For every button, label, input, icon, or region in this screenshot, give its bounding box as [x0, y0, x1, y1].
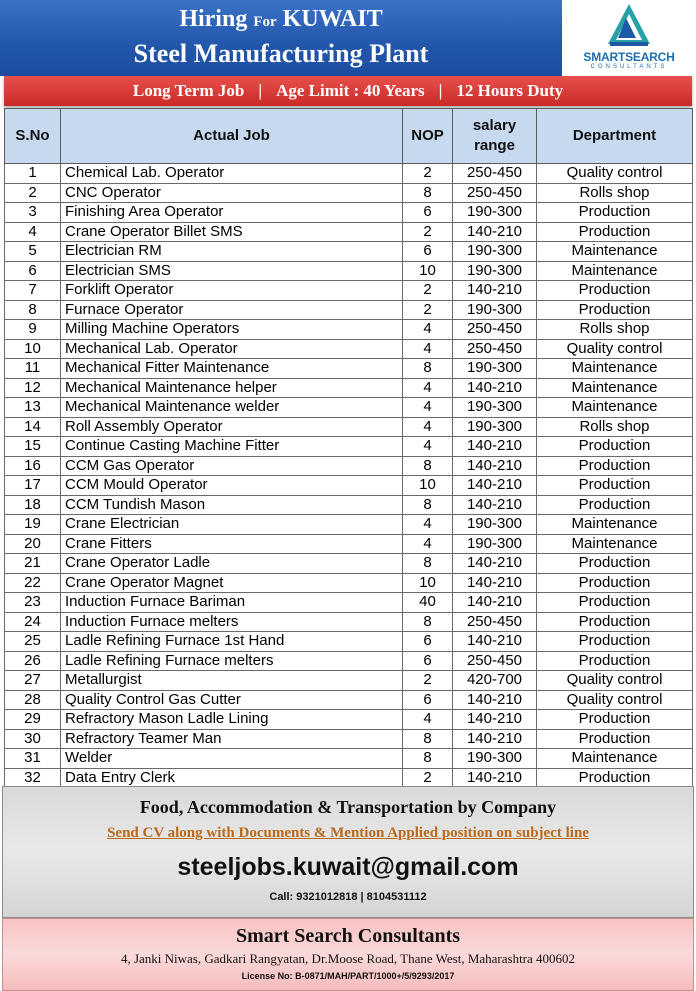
cell-sno: 25	[5, 632, 61, 652]
cell-nop: 8	[403, 359, 453, 379]
cell-job: Chemical Lab. Operator	[61, 164, 403, 184]
cell-salary: 250-450	[453, 339, 537, 359]
table-row	[5, 398, 693, 418]
cell-department: Production	[537, 651, 693, 671]
table-row	[5, 690, 693, 710]
cell-salary: 250-450	[453, 651, 537, 671]
col-header-sno: S.No	[5, 109, 61, 164]
cell-salary: 250-450	[453, 164, 537, 184]
cell-department: Maintenance	[537, 749, 693, 769]
cell-salary: 140-210	[453, 593, 537, 613]
cell-sno: 7	[5, 281, 61, 301]
table-row	[5, 222, 693, 242]
cell-nop: 4	[403, 398, 453, 418]
cell-nop: 4	[403, 515, 453, 535]
cell-department: Rolls shop	[537, 183, 693, 203]
cell-job: Metallurgist	[61, 671, 403, 691]
cell-sno: 1	[5, 164, 61, 184]
table-row	[5, 339, 693, 359]
table-row	[5, 768, 693, 788]
cell-department: Maintenance	[537, 359, 693, 379]
cell-nop: 2	[403, 768, 453, 788]
contact-email[interactable]: steeljobs.kuwait@gmail.com	[177, 853, 519, 881]
cell-department: Maintenance	[537, 515, 693, 535]
cell-job: CCM Gas Operator	[61, 456, 403, 476]
cell-salary: 140-210	[453, 222, 537, 242]
cell-salary: 190-300	[453, 749, 537, 769]
cell-nop: 4	[403, 320, 453, 340]
job-terms-strip	[4, 76, 692, 106]
company-address: 4, Janki Niwas, Gadkari Rangyatan, Dr.Moose Road, Thane West, Maharashtra 400602	[120, 951, 576, 966]
table-row	[5, 417, 693, 437]
cell-nop: 4	[403, 534, 453, 554]
cell-sno: 18	[5, 495, 61, 515]
license-number: License No: B-0871/MAH/PART/1000+/5/9293/2017	[241, 971, 455, 981]
table-row	[5, 632, 693, 652]
cell-department: Production	[537, 203, 693, 223]
cell-department: Production	[537, 768, 693, 788]
cell-job: Data Entry Clerk	[61, 768, 403, 788]
cell-department: Maintenance	[537, 378, 693, 398]
cell-job: Refractory Mason Ladle Lining	[61, 710, 403, 730]
cell-department: Quality control	[537, 339, 693, 359]
cell-nop: 40	[403, 593, 453, 613]
cell-department: Maintenance	[537, 534, 693, 554]
col-header-nop: NOP	[403, 109, 453, 164]
cell-job: Crane Operator Billet SMS	[61, 222, 403, 242]
cell-department: Production	[537, 437, 693, 457]
cell-job: Roll Assembly Operator	[61, 417, 403, 437]
cell-nop: 4	[403, 378, 453, 398]
cell-nop: 8	[403, 495, 453, 515]
cell-salary: 190-300	[453, 359, 537, 379]
cell-job: Electrician RM	[61, 242, 403, 262]
cell-job: Mechanical Maintenance helper	[61, 378, 403, 398]
cell-job: Crane Operator Magnet	[61, 573, 403, 593]
cell-department: Maintenance	[537, 398, 693, 418]
cell-job: CCM Tundish Mason	[61, 495, 403, 515]
company-name: Smart Search Consultants	[235, 925, 461, 947]
table-row	[5, 437, 693, 457]
cell-department: Production	[537, 632, 693, 652]
cell-sno: 24	[5, 612, 61, 632]
cell-job: Crane Operator Ladle	[61, 554, 403, 574]
cell-department: Quality control	[537, 671, 693, 691]
cell-salary: 140-210	[453, 495, 537, 515]
table-row	[5, 749, 693, 769]
cell-nop: 10	[403, 573, 453, 593]
cell-salary: 190-300	[453, 417, 537, 437]
header-subtitle: Steel Manufacturing Plant	[133, 39, 429, 68]
cell-job: Mechanical Fitter Maintenance	[61, 359, 403, 379]
table-body	[5, 164, 693, 788]
term-duty-hours: 12 Hours Duty	[456, 81, 564, 100]
cell-nop: 8	[403, 749, 453, 769]
cell-department: Production	[537, 554, 693, 574]
cell-nop: 6	[403, 690, 453, 710]
cell-job: Forklift Operator	[61, 281, 403, 301]
cell-salary: 420-700	[453, 671, 537, 691]
table-row	[5, 671, 693, 691]
cell-salary: 140-210	[453, 768, 537, 788]
cell-nop: 8	[403, 612, 453, 632]
table-row	[5, 534, 693, 554]
cell-department: Production	[537, 476, 693, 496]
cell-department: Production	[537, 593, 693, 613]
cell-job: Milling Machine Operators	[61, 320, 403, 340]
cell-department: Production	[537, 729, 693, 749]
cell-sno: 6	[5, 261, 61, 281]
cell-nop: 6	[403, 651, 453, 671]
cell-department: Rolls shop	[537, 320, 693, 340]
cell-job: Furnace Operator	[61, 300, 403, 320]
col-header-salary: salary range	[453, 109, 537, 164]
cell-salary: 140-210	[453, 690, 537, 710]
cell-salary: 190-300	[453, 203, 537, 223]
cell-job: Ladle Refining Furnace melters	[61, 651, 403, 671]
cell-sno: 26	[5, 651, 61, 671]
cell-sno: 32	[5, 768, 61, 788]
cell-salary: 140-210	[453, 729, 537, 749]
cell-sno: 29	[5, 710, 61, 730]
cell-sno: 23	[5, 593, 61, 613]
cell-salary: 140-210	[453, 632, 537, 652]
send-cv-instruction: Send CV along with Documents & Mention Applied position on subject line	[107, 825, 589, 841]
cell-department: Quality control	[537, 690, 693, 710]
term-separator: |	[258, 81, 263, 100]
cell-sno: 21	[5, 554, 61, 574]
cell-nop: 8	[403, 554, 453, 574]
cell-job: CCM Mould Operator	[61, 476, 403, 496]
cell-sno: 16	[5, 456, 61, 476]
contact-section	[2, 786, 694, 918]
table-row	[5, 281, 693, 301]
cell-sno: 10	[5, 339, 61, 359]
cell-job: Crane Fitters	[61, 534, 403, 554]
cell-nop: 2	[403, 671, 453, 691]
cell-sno: 2	[5, 183, 61, 203]
cell-department: Production	[537, 710, 693, 730]
cell-department: Production	[537, 281, 693, 301]
cell-job: Mechanical Maintenance welder	[61, 398, 403, 418]
table-row	[5, 729, 693, 749]
cell-sno: 11	[5, 359, 61, 379]
table-row	[5, 515, 693, 535]
table-row	[5, 612, 693, 632]
cell-salary: 250-450	[453, 320, 537, 340]
cell-department: Quality control	[537, 164, 693, 184]
cell-sno: 8	[5, 300, 61, 320]
cell-salary: 140-210	[453, 710, 537, 730]
table-row	[5, 651, 693, 671]
table-row	[5, 203, 693, 223]
cell-salary: 140-210	[453, 437, 537, 457]
cell-department: Production	[537, 456, 693, 476]
table-row	[5, 242, 693, 262]
cell-sno: 5	[5, 242, 61, 262]
table-row	[5, 710, 693, 730]
cell-nop: 8	[403, 729, 453, 749]
term-age-limit: Age Limit : 40 Years	[276, 81, 425, 100]
cell-sno: 14	[5, 417, 61, 437]
jobs-table	[4, 108, 693, 788]
cell-nop: 6	[403, 632, 453, 652]
cell-job: CNC Operator	[61, 183, 403, 203]
company-logo	[562, 0, 696, 76]
term-separator: |	[438, 81, 443, 100]
cell-job: Welder	[61, 749, 403, 769]
header-banner	[0, 0, 562, 76]
cell-sno: 15	[5, 437, 61, 457]
cell-salary: 190-300	[453, 534, 537, 554]
cell-sno: 22	[5, 573, 61, 593]
cell-nop: 10	[403, 261, 453, 281]
cell-job: Quality Control Gas Cutter	[61, 690, 403, 710]
cell-salary: 190-300	[453, 242, 537, 262]
cell-salary: 190-300	[453, 515, 537, 535]
cell-nop: 2	[403, 222, 453, 242]
header-for: For	[253, 14, 277, 30]
cell-sno: 17	[5, 476, 61, 496]
company-info-section	[2, 918, 694, 991]
cell-department: Production	[537, 612, 693, 632]
cell-department: Production	[537, 300, 693, 320]
cell-salary: 250-450	[453, 612, 537, 632]
cell-nop: 4	[403, 437, 453, 457]
logo-tagline: CONSULTANTS	[590, 64, 668, 70]
cell-job: Electrician SMS	[61, 261, 403, 281]
table-row	[5, 300, 693, 320]
cell-nop: 6	[403, 203, 453, 223]
cell-job: Finishing Area Operator	[61, 203, 403, 223]
cell-nop: 4	[403, 710, 453, 730]
cell-sno: 4	[5, 222, 61, 242]
table-row	[5, 183, 693, 203]
cell-job: Induction Furnace melters	[61, 612, 403, 632]
cell-sno: 31	[5, 749, 61, 769]
cell-department: Rolls shop	[537, 417, 693, 437]
cell-sno: 9	[5, 320, 61, 340]
cell-sno: 27	[5, 671, 61, 691]
cell-salary: 140-210	[453, 573, 537, 593]
cell-salary: 140-210	[453, 378, 537, 398]
cell-nop: 8	[403, 183, 453, 203]
cell-nop: 6	[403, 242, 453, 262]
cell-nop: 4	[403, 339, 453, 359]
cell-sno: 12	[5, 378, 61, 398]
table-row	[5, 456, 693, 476]
cell-salary: 250-450	[453, 183, 537, 203]
table-row	[5, 573, 693, 593]
table-row	[5, 320, 693, 340]
header-country: KUWAIT	[282, 6, 383, 32]
cell-salary: 190-300	[453, 398, 537, 418]
cell-job: Refractory Teamer Man	[61, 729, 403, 749]
cell-job: Continue Casting Machine Fitter	[61, 437, 403, 457]
cell-nop: 2	[403, 164, 453, 184]
cell-sno: 30	[5, 729, 61, 749]
cell-sno: 19	[5, 515, 61, 535]
cell-department: Maintenance	[537, 261, 693, 281]
cell-sno: 28	[5, 690, 61, 710]
contact-phone: Call: 9321012818 | 8104531112	[269, 891, 427, 903]
cell-sno: 13	[5, 398, 61, 418]
col-header-job: Actual Job	[61, 109, 403, 164]
col-header-department: Department	[537, 109, 693, 164]
cell-nop: 2	[403, 281, 453, 301]
cell-nop: 10	[403, 476, 453, 496]
cell-salary: 190-300	[453, 261, 537, 281]
cell-nop: 2	[403, 300, 453, 320]
cell-sno: 20	[5, 534, 61, 554]
table-row	[5, 476, 693, 496]
table-row	[5, 378, 693, 398]
cell-salary: 140-210	[453, 554, 537, 574]
cell-salary: 140-210	[453, 456, 537, 476]
header-title	[0, 4, 562, 37]
cell-salary: 190-300	[453, 300, 537, 320]
table-row	[5, 359, 693, 379]
smart-search-logo-icon	[606, 2, 652, 50]
cell-job: Mechanical Lab. Operator	[61, 339, 403, 359]
cell-nop: 8	[403, 456, 453, 476]
table-row	[5, 261, 693, 281]
cell-salary: 140-210	[453, 476, 537, 496]
table-row	[5, 593, 693, 613]
cell-department: Production	[537, 573, 693, 593]
logo-brand: SMARTSEARCH	[583, 50, 675, 64]
cell-nop: 4	[403, 417, 453, 437]
cell-department: Maintenance	[537, 242, 693, 262]
table-row	[5, 554, 693, 574]
cell-job: Crane Electrician	[61, 515, 403, 535]
header-hiring: Hiring	[179, 6, 248, 32]
table-header-row	[5, 109, 693, 164]
cell-job: Ladle Refining Furnace 1st Hand	[61, 632, 403, 652]
table-row	[5, 495, 693, 515]
cell-sno: 3	[5, 203, 61, 223]
cell-department: Production	[537, 495, 693, 515]
term-long-term: Long Term Job	[132, 81, 245, 100]
facilities-text: Food, Accommodation & Transportation by Company	[139, 797, 557, 817]
cell-job: Induction Furnace Bariman	[61, 593, 403, 613]
table-row	[5, 164, 693, 184]
cell-salary: 140-210	[453, 281, 537, 301]
cell-department: Production	[537, 222, 693, 242]
